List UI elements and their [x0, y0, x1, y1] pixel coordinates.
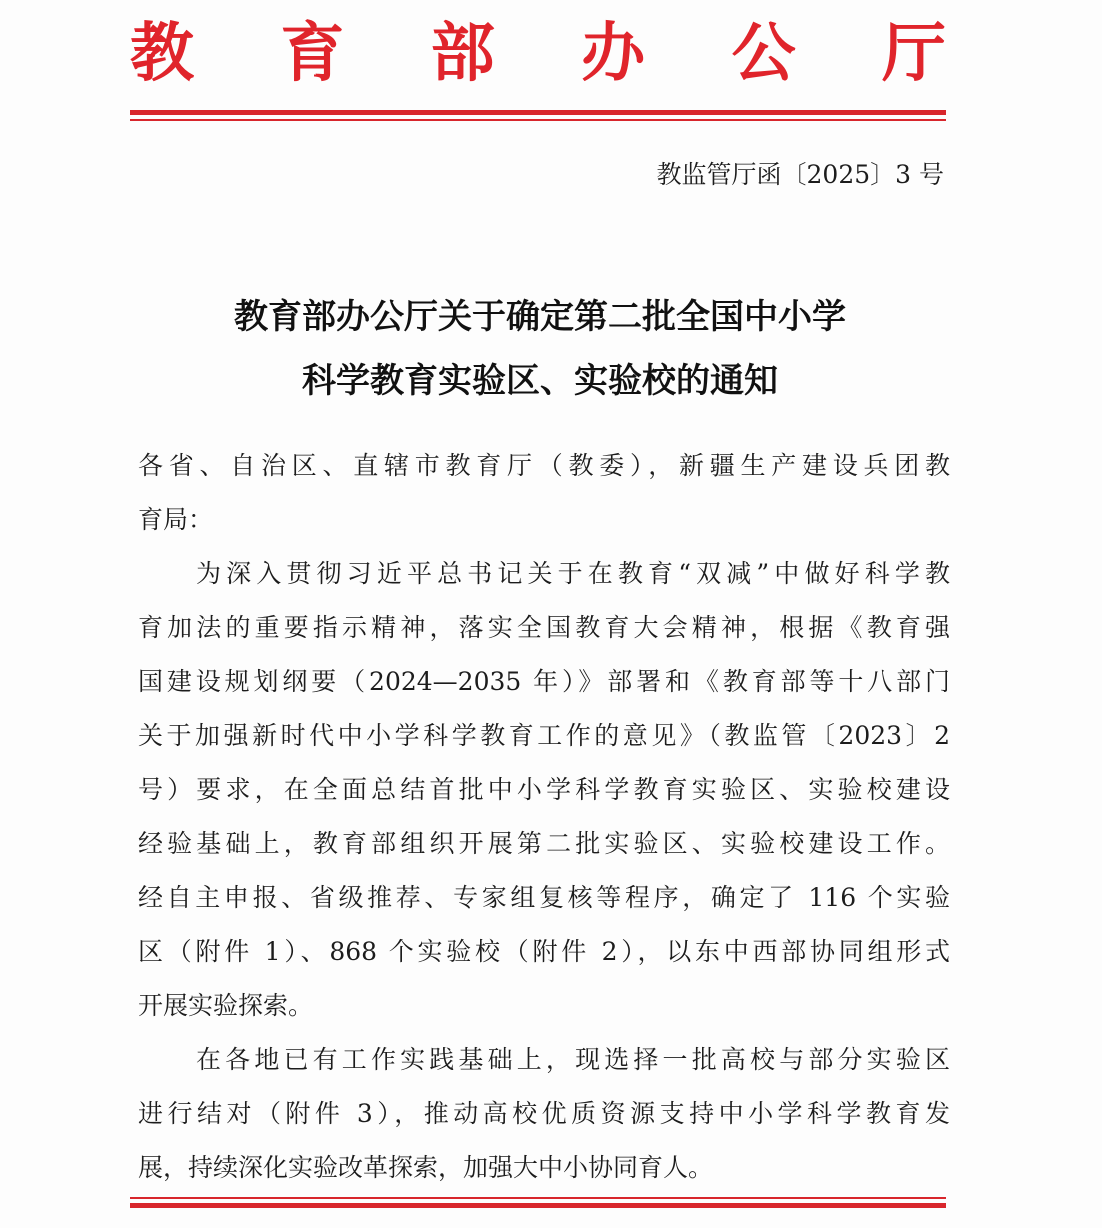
salutation-line-2: 育局：: [138, 505, 214, 534]
paragraph-1-line: 区（附件 1）、868 个实验校（附件 2），以东中西部协同组形式: [138, 937, 950, 966]
masthead-char: 厅: [881, 16, 946, 91]
paragraph-1-line: 开展实验探索。: [138, 991, 314, 1020]
paragraph-2-line: 展，持续深化实验改革探索，加强大中小协同育人。: [138, 1153, 714, 1182]
masthead-rule-thin: [130, 119, 946, 121]
paragraph-1-line: 经验基础上，教育部组织开展第二批实验区、实验校建设工作。: [138, 829, 950, 858]
masthead-rule-thick: [130, 110, 946, 115]
document-number: 教监管厅函〔2025〕3 号: [656, 160, 944, 189]
paragraph-1-line: 号）要求，在全面总结首批中小学科学教育实验区、实验校建设: [138, 775, 950, 804]
document-title-line-2: 科学教育实验区、实验校的通知: [302, 361, 778, 401]
paragraph-2-line: 进行结对（附件 3），推动高校优质资源支持中小学科学教育发: [138, 1099, 950, 1128]
masthead-char: 部: [430, 16, 495, 91]
document-title-line-1: 教育部办公厅关于确定第二批全国中小学: [234, 297, 846, 337]
masthead-char: 办: [581, 16, 646, 91]
paragraph-1-line: 为深入贯彻习近平总书记关于在教育“双减”中做好科学教: [196, 559, 950, 588]
paragraph-1-line: 国建设规划纲要（2024—2035 年）》部署和《教育部等十八部门: [138, 667, 950, 696]
masthead-char: 教: [130, 16, 194, 91]
masthead-char: 公: [731, 16, 796, 91]
paragraph-1-line: 育加法的重要指示精神，落实全国教育大会精神，根据《教育强: [138, 613, 950, 642]
paragraph-1-line: 经自主申报、省级推荐、专家组复核等程序，确定了 116 个实验: [138, 883, 950, 912]
paragraph-2-line: 在各地已有工作实践基础上，现选择一批高校与部分实验区: [196, 1045, 950, 1074]
salutation-line-1: 各省、自治区、直辖市教育厅（教委），新疆生产建设兵团教: [138, 451, 950, 480]
masthead-char: 育: [280, 16, 345, 91]
paragraph-1-line: 关于加强新时代中小学科学教育工作的意见》（教监管〔2023〕2: [138, 721, 950, 750]
masthead: [130, 14, 946, 94]
footer-rule-thin: [130, 1197, 946, 1199]
footer-rule-thick: [130, 1203, 946, 1208]
